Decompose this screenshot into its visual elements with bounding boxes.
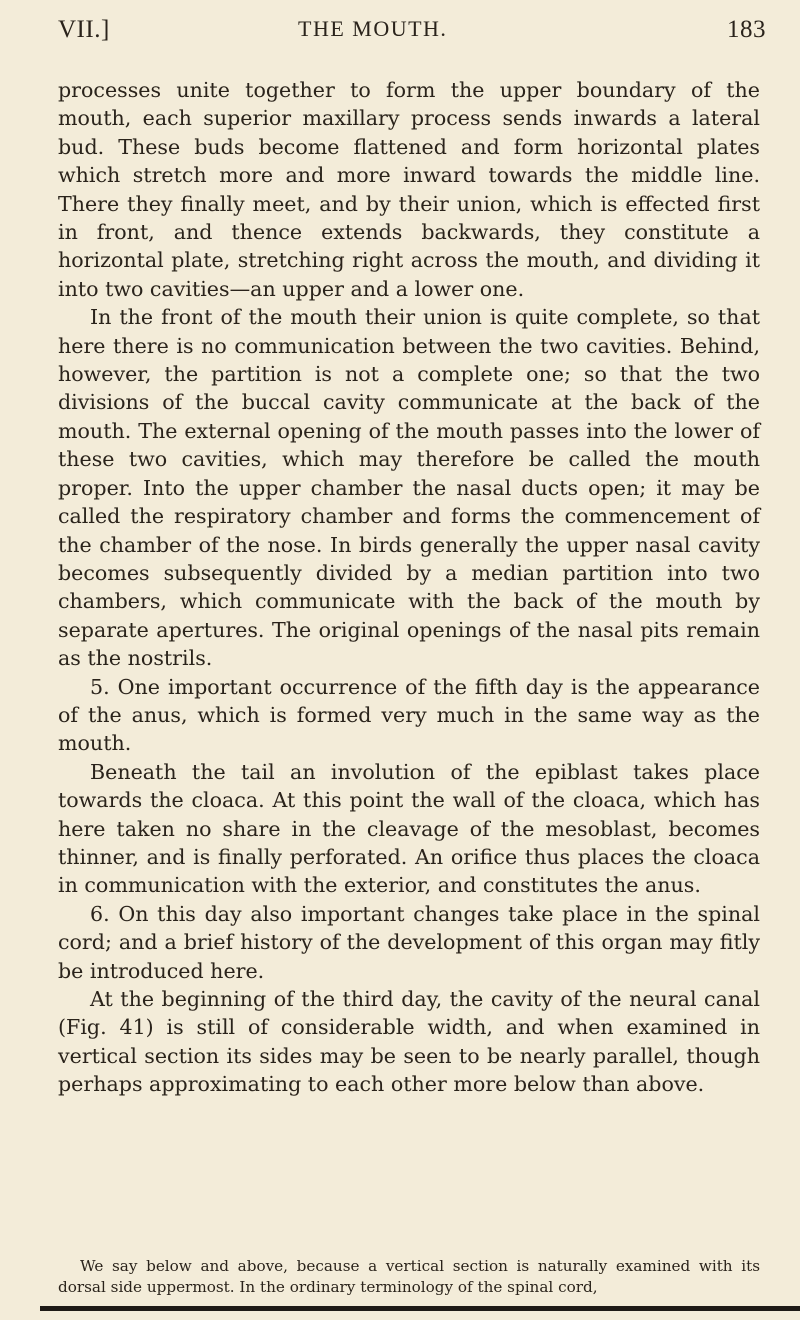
running-title: THE MOUTH. — [298, 16, 448, 41]
footnote-text: We say below and above, because a vertical section is naturally examined with its dorsal side uppermost. In the ordinary terminology of the spinal cord, — [58, 1257, 760, 1296]
footnote — [58, 1256, 760, 1298]
running-head — [58, 14, 766, 54]
paragraph-front-of-mouth: In the front of the mouth their union is quite complete, so that here there is no communication between the two cavities. Behind, however, the partition is not a complete one; so that the two divisions of the buccal cavity communicate at the back of the mouth. The external opening of the mouth passes into the lower of these two cavities, which may therefore be called the mouth proper. Into the upper chamber the nasal ducts open; it may be called the respiratory chamber and forms the commencement of the chamber of the nose. In birds generally the upper nasal cavity becomes subsequently divided by a median partition into two chambers, which communicate with the back of the mouth by separate apertures. The original openings of the nasal pits remain as the nostrils. — [58, 305, 760, 671]
bottom-rule — [40, 1306, 800, 1311]
paragraph-section-6: 6. On this day also important changes take place in the spinal cord; and a brief history of the development of this organ may fitly be introduced here. — [58, 901, 760, 983]
body-text — [58, 76, 760, 1099]
page-number: 183 — [727, 16, 766, 43]
paragraph-anus: Beneath the tail an involution of the epiblast takes place towards the cloaca. At this point the wall of the cloaca, which has here taken no share in the cleavage of the mesoblast, becomes thinner, and is finally perforated. An orifice thus places the cloaca in communication with the exterior, and constitutes the anus. — [58, 759, 760, 898]
paragraph-continuation: processes unite together to form the upper boundary of the mouth, each superior maxillary process sends inwards a lateral bud. These buds become flattened and form horizontal plates which stretch more and more inward towards the middle line. There they finally meet, and by their union, which is effected first in front, and thence extends backwards, they constitute a horizontal plate, stretching right across the mouth, and dividing it into two cavities—an upper and a lower one. — [58, 78, 760, 301]
chapter-marker: VII.] — [58, 16, 110, 43]
paragraph-neural-canal: At the beginning of the third day, the cavity of the neural canal (Fig. 41) is still of considerable width, and when examined in vertical section its sides may be seen to be nearly parallel, though perhaps approximating to each other more below than above. — [58, 987, 760, 1097]
paragraph-section-5: 5. One important occurrence of the fifth day is the appearance of the anus, which is formed very much in the same way as the mouth. — [58, 674, 760, 756]
